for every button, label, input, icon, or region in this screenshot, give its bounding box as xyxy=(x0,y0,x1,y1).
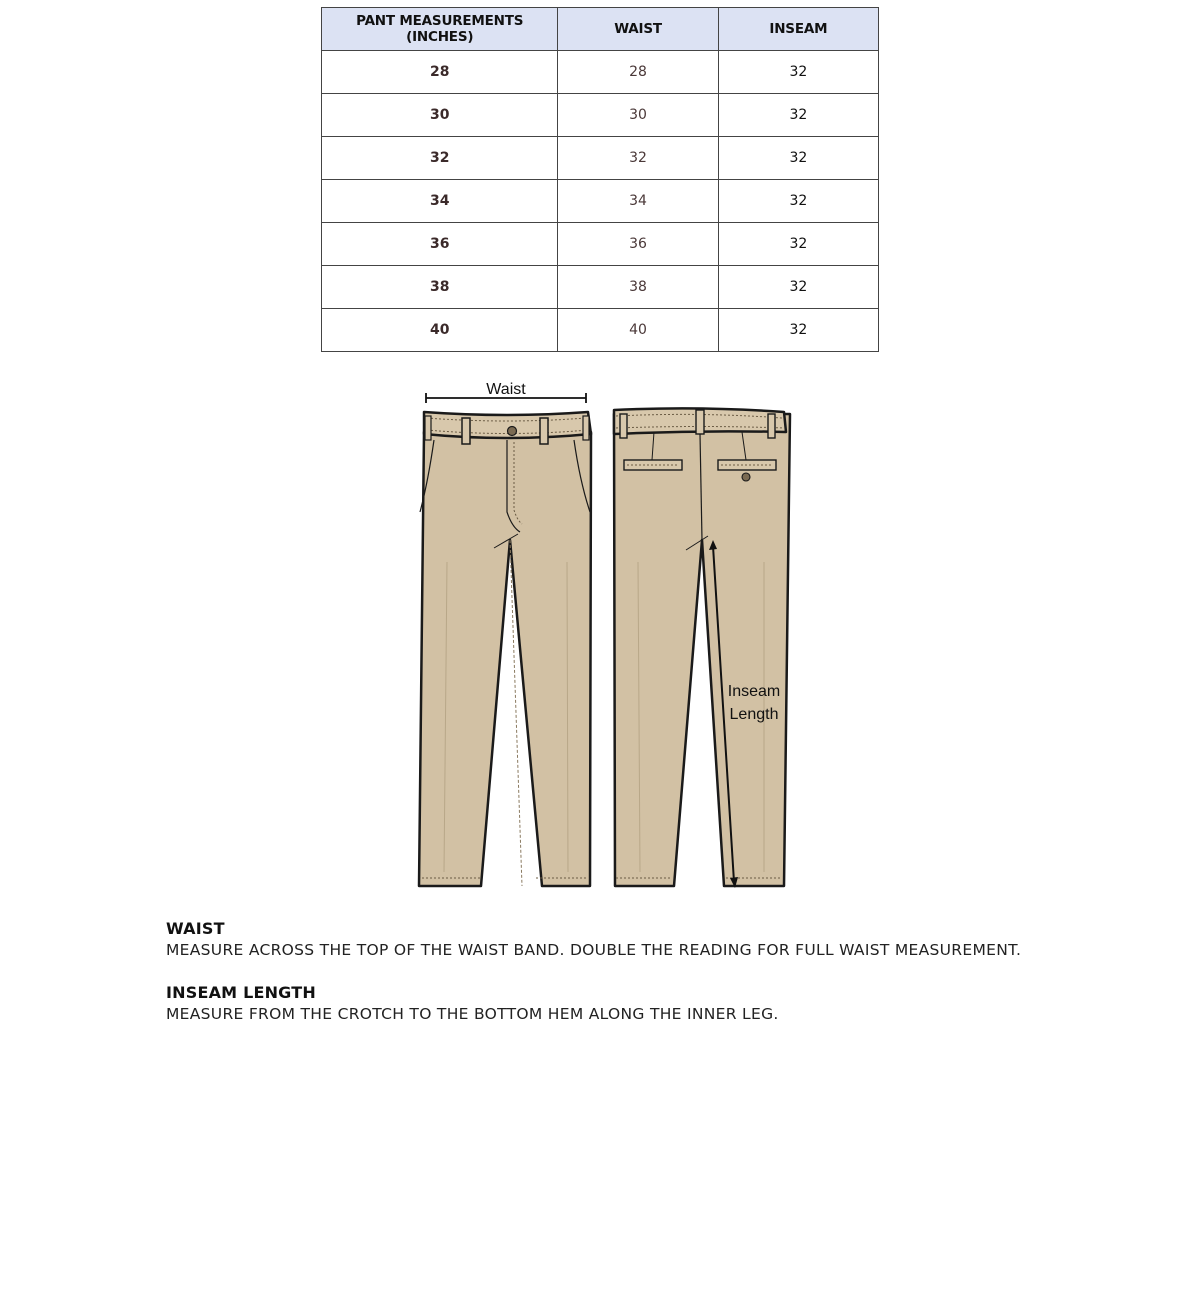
inseam-instruction xyxy=(166,982,1146,1025)
waist-instruction-title: WAIST xyxy=(166,919,225,938)
inseam-cell: 32 xyxy=(718,266,878,309)
size-cell: 32 xyxy=(322,137,558,180)
inseam-cell: 32 xyxy=(718,180,878,223)
table-row xyxy=(322,94,879,137)
inseam-cell: 32 xyxy=(718,223,878,266)
inseam-instruction-body: MEASURE FROM THE CROTCH TO THE BOTTOM HEM ALONG THE INNER LEG. xyxy=(166,1005,779,1023)
waist-cell: 36 xyxy=(558,223,718,266)
size-cell: 34 xyxy=(322,180,558,223)
waist-cell: 30 xyxy=(558,94,718,137)
header-inseam: INSEAM xyxy=(718,8,878,51)
waist-instruction xyxy=(166,918,1146,961)
inseam-cell: 32 xyxy=(718,309,878,352)
waist-cell: 32 xyxy=(558,137,718,180)
header-waist: WAIST xyxy=(558,8,718,51)
pants-front-view xyxy=(419,412,591,886)
waist-cell: 28 xyxy=(558,51,718,94)
size-cell: 36 xyxy=(322,223,558,266)
measurement-instructions xyxy=(166,918,1146,1046)
waist-cell: 38 xyxy=(558,266,718,309)
table-row xyxy=(322,266,879,309)
inseam-instruction-title: INSEAM LENGTH xyxy=(166,983,316,1002)
table-row xyxy=(322,137,879,180)
inseam-cell: 32 xyxy=(718,51,878,94)
table-row xyxy=(322,51,879,94)
waist-label: Waist xyxy=(486,381,526,398)
header-pant-measurements: PANT MEASUREMENTS (INCHES) xyxy=(322,8,558,51)
pants-illustration xyxy=(402,362,798,910)
size-chart-table xyxy=(321,7,879,352)
pants-back-view xyxy=(614,408,790,886)
size-cell: 28 xyxy=(322,51,558,94)
table-row xyxy=(322,309,879,352)
inseam-label-line1: Inseam xyxy=(727,683,781,700)
inseam-cell: 32 xyxy=(718,137,878,180)
waist-cell: 34 xyxy=(558,180,718,223)
table-header-row xyxy=(322,8,879,51)
inseam-label-line2: Length xyxy=(729,706,779,723)
size-cell: 40 xyxy=(322,309,558,352)
waist-measure-line xyxy=(426,381,586,403)
waist-instruction-body: MEASURE ACROSS THE TOP OF THE WAIST BAND. DOUBLE THE READING FOR FULL WAIST MEASUREMENT. xyxy=(166,941,1022,959)
size-cell: 30 xyxy=(322,94,558,137)
table-row xyxy=(322,223,879,266)
waist-cell: 40 xyxy=(558,309,718,352)
size-cell: 38 xyxy=(322,266,558,309)
inseam-cell: 32 xyxy=(718,94,878,137)
table-row xyxy=(322,180,879,223)
pants-measurement-diagram xyxy=(402,362,798,910)
